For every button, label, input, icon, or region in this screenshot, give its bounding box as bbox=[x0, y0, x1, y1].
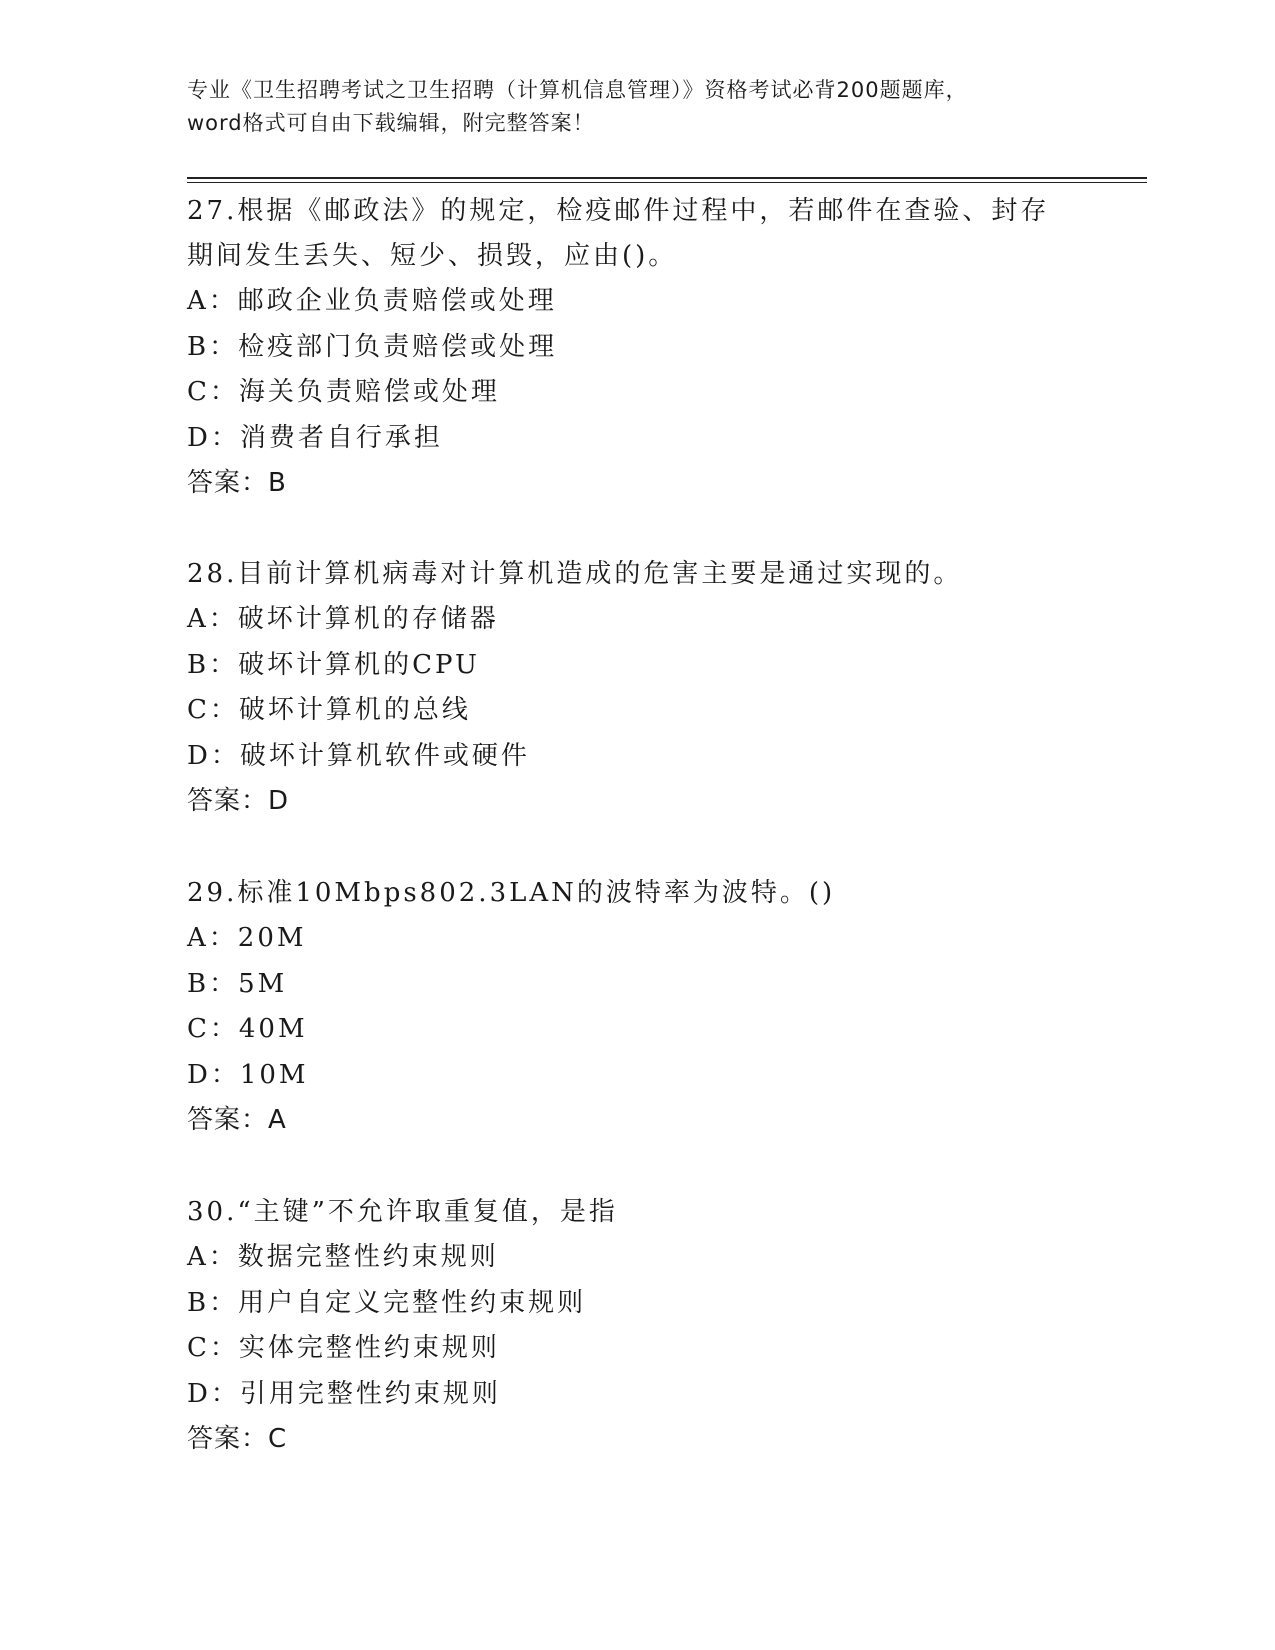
option-c: C：破坏计算机的总线 bbox=[187, 695, 471, 725]
header-divider-thick bbox=[187, 177, 1147, 179]
option-b: B：检疫部门负责赔偿或处理 bbox=[187, 331, 558, 362]
answer: 答案：D bbox=[187, 786, 290, 816]
header-title-line-2: word格式可自由下载编辑，附完整答案！ bbox=[187, 111, 595, 135]
answer: 答案：B bbox=[187, 468, 287, 498]
option-a: A：邮政企业负责赔偿或处理 bbox=[187, 286, 557, 316]
option-d: D：消费者自行承担 bbox=[187, 422, 443, 453]
option-c: C：40M bbox=[187, 1014, 308, 1044]
header-title-line-1: 专业《卫生招聘考试之卫生招聘（计算机信息管理）》资格考试必背200题题库， bbox=[187, 78, 968, 102]
answer: 答案：A bbox=[187, 1105, 287, 1135]
option-b: B：5M bbox=[187, 968, 288, 999]
option-b: B：用户自定义完整性约束规则 bbox=[187, 1287, 587, 1318]
option-d: D：引用完整性约束规则 bbox=[187, 1378, 501, 1409]
option-a: A：破坏计算机的存储器 bbox=[187, 604, 499, 634]
answer: 答案：C bbox=[187, 1424, 288, 1454]
option-a: A：数据完整性约束规则 bbox=[187, 1242, 499, 1272]
option-d: D：破坏计算机软件或硬件 bbox=[187, 740, 530, 771]
question-stem: 30.“主键”不允许取重复值，是指 bbox=[187, 1197, 618, 1227]
option-d: D：10M bbox=[187, 1059, 309, 1090]
question-stem: 29.标准10Mbps802.3LAN的波特率为波特。() bbox=[187, 878, 836, 908]
header-divider-thin bbox=[187, 182, 1147, 183]
option-b: B：破坏计算机的CPU bbox=[187, 649, 480, 680]
document-header bbox=[187, 74, 1087, 140]
option-c: C：海关负责赔偿或处理 bbox=[187, 377, 500, 407]
question-30 bbox=[187, 1190, 1147, 1461]
question-28 bbox=[187, 552, 1147, 823]
option-c: C：实体完整性约束规则 bbox=[187, 1333, 500, 1363]
question-stem: 27.根据《邮政法》的规定，检疫邮件过程中，若邮件在查验、封存期间发生丢失、短少、损毁，应由()。 bbox=[187, 196, 1050, 271]
question-stem: 28.目前计算机病毒对计算机造成的危害主要是通过实现的。 bbox=[187, 559, 963, 589]
option-a: A：20M bbox=[187, 923, 307, 953]
question-27 bbox=[187, 189, 1147, 505]
question-29 bbox=[187, 871, 1147, 1142]
